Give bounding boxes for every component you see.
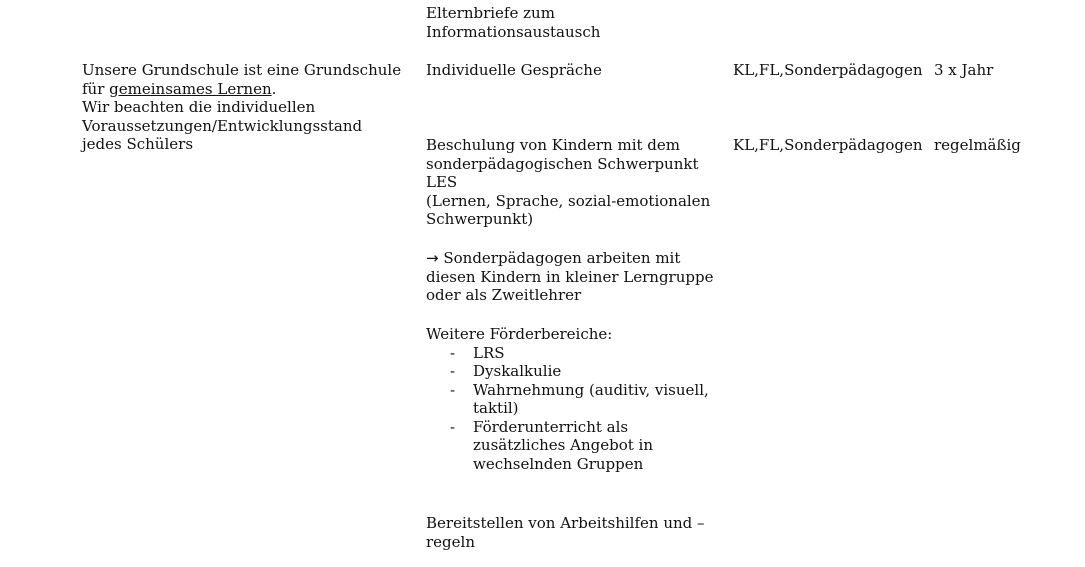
- weitere-foerderbereiche: [426, 325, 736, 473]
- gespraeche-text: [426, 61, 726, 80]
- text-line: diesen Kindern in kleiner Lerngruppe: [426, 267, 714, 286]
- text-line: taktil): [473, 399, 519, 417]
- text-line: oder als Zweitlehrer: [426, 286, 582, 304]
- sonderpaed-text: [426, 249, 726, 305]
- text-line: Informationsaustausch: [426, 22, 601, 41]
- arrow-right-icon: →: [426, 249, 439, 267]
- school-statement: [82, 61, 417, 154]
- text-line: - Förderunterricht als: [473, 417, 629, 436]
- list-item: [426, 362, 736, 381]
- text-line: [82, 80, 417, 99]
- text-line: Beschulung von Kindern mit dem: [426, 136, 681, 154]
- text-fragment: für: [82, 79, 110, 98]
- text-line: zusätzliches Angebot in: [473, 436, 653, 454]
- list-item: [426, 418, 736, 474]
- text-line: Unsere Grundschule ist eine Grundschule: [82, 61, 402, 79]
- text-line: sonderpädagogischen Schwerpunkt: [426, 154, 699, 173]
- section-heading: Weitere Förderbereiche:: [426, 325, 613, 343]
- beschulung-text: [426, 136, 726, 229]
- text-fragment: .: [271, 79, 277, 98]
- list-item: [426, 381, 736, 418]
- text-line: wechselnden Gruppen: [473, 454, 644, 473]
- responsible-cell: KL,FL,Sonderpädagogen: [733, 136, 923, 154]
- text-line: Bereitstellen von Arbeitshilfen und –: [426, 514, 705, 532]
- text-line: (Lernen, Sprache, sozial-emotionalen: [426, 191, 711, 210]
- text-line: Wir beachten die individuellen: [82, 98, 316, 116]
- text-line: jedes Schülers: [82, 135, 194, 153]
- frequency-cell: regelmäßig: [934, 136, 1021, 154]
- bereitstellen-text: [426, 514, 736, 551]
- underlined-term: gemeinsames Lernen: [109, 79, 272, 98]
- text-line: Elternbriefe zum: [426, 4, 555, 22]
- frequency-cell: 3 x Jahr: [934, 61, 994, 79]
- text-line: Dyskalkulie: [473, 362, 562, 380]
- list-item: [426, 344, 736, 363]
- text-line: LRS: [473, 343, 505, 362]
- text-line: [426, 249, 726, 268]
- foerderbereiche-list: [426, 344, 736, 474]
- elternbriefe-text: [426, 4, 726, 41]
- text-line: LES: [426, 173, 458, 191]
- text-line: regeln: [426, 532, 475, 551]
- text-fragment: Sonderpädagogen arbeiten mit: [443, 249, 681, 267]
- text-line: - Wahrnehmung (auditiv, visuell,: [473, 380, 709, 399]
- text-line: Individuelle Gespräche: [426, 61, 602, 79]
- text-line: Voraussetzungen/Entwicklungsstand: [82, 116, 363, 135]
- text-line: Schwerpunkt): [426, 210, 534, 228]
- responsible-cell: KL,FL,Sonderpädagogen: [733, 61, 923, 79]
